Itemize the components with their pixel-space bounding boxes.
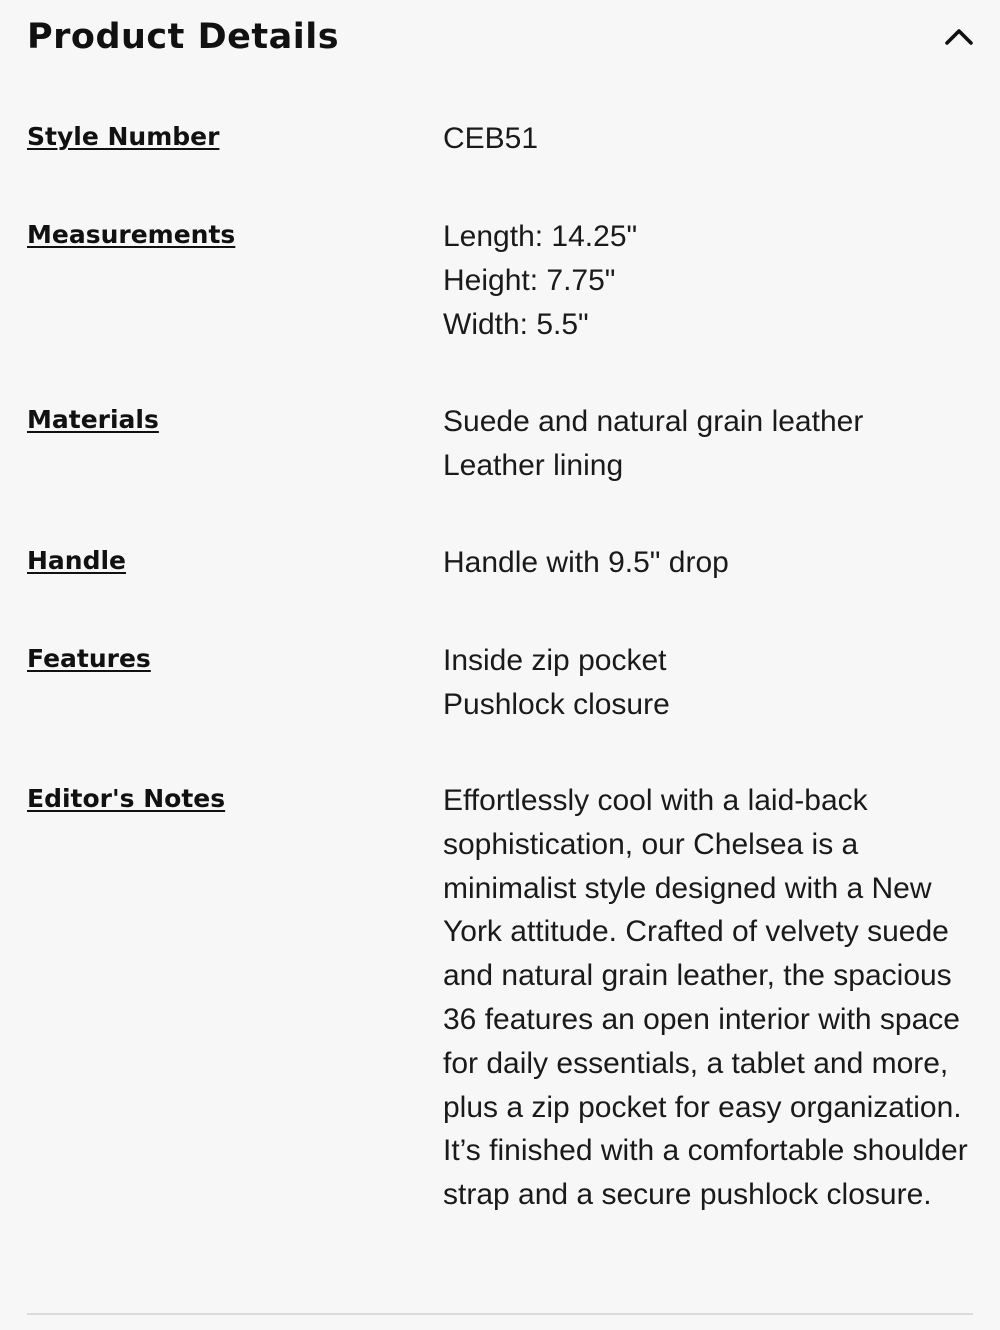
detail-row-measurements [27,216,973,401]
detail-value-line: Length: 14.25" [443,220,638,253]
section-title: Product Details [27,17,340,57]
detail-value [443,639,973,727]
detail-label[interactable]: Features [27,644,151,673]
detail-value-line: Pushlock closure [443,687,670,721]
editors-notes-text: Effortlessly cool with a laid-back sophistication, our Chelsea is a minimalist style designed with a New York attitude. Crafted of velvety suede and natural grain leather, the spacious 36 features an open interior with space for daily essentials, a tablet and more, plus a zip pocket for easy organization. It’s finished with a comfortable shoulder strap and a secure pushlock closure. [443,784,968,1212]
detail-value-line: Handle with 9.5" drop [443,546,729,579]
detail-row-materials [27,401,973,542]
detail-value [443,779,973,1217]
detail-value-line: Height: 7.75" [443,263,616,297]
detail-label[interactable]: Measurements [27,220,236,249]
collapse-toggle-button[interactable] [939,17,979,57]
chevron-up-icon [944,27,974,47]
detail-value-line: Inside zip pocket [443,644,667,677]
detail-value-line: Suede and natural grain leather [443,405,864,438]
detail-value [443,400,973,488]
detail-row-style-number [27,118,973,216]
detail-label[interactable]: Handle [27,546,127,575]
detail-label[interactable]: Editor's Notes [27,784,226,813]
detail-value [443,215,973,346]
product-details-list [27,118,973,1217]
detail-row-handle [27,542,973,640]
detail-value-line: CEB51 [443,122,539,155]
detail-row-features [27,640,973,780]
detail-value [443,117,973,161]
product-details-header[interactable] [27,0,973,78]
detail-value-line: Width: 5.5" [443,307,589,341]
detail-value [443,541,973,585]
detail-label[interactable]: Materials [27,405,159,434]
detail-label[interactable]: Style Number [27,122,220,151]
detail-value-line: Leather lining [443,448,624,482]
section-divider [27,1313,973,1315]
detail-row-editors-notes [27,780,973,1217]
